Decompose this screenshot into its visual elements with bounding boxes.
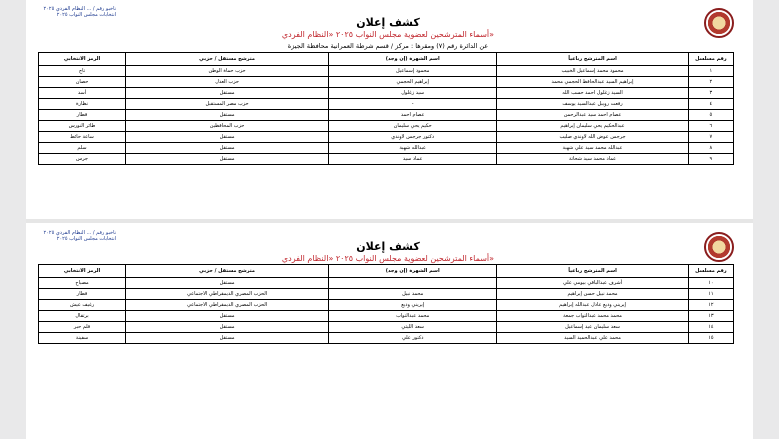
stamp-line: ناخبو رقم / ... النظام الفردي ٢٠٢٥ xyxy=(43,230,116,236)
announcement-page-1 xyxy=(30,2,746,216)
table-cell: مستقل xyxy=(126,322,329,333)
table-cell: حكيم يحي سليمان xyxy=(329,121,497,132)
page-title: كشف إعلان xyxy=(356,240,420,253)
stamp-line: ناخبو رقم / ... النظام الفردي ٢٠٢٥ xyxy=(43,6,116,12)
table-cell: حزب المحافظين xyxy=(126,121,329,132)
table-cell: جرس xyxy=(39,154,126,165)
table-header-row xyxy=(39,265,734,278)
table-cell: مستقل xyxy=(126,88,329,99)
table-row xyxy=(39,289,734,300)
table-cell: أسد xyxy=(39,88,126,99)
table-row xyxy=(39,322,734,333)
table-cell: ١١ xyxy=(688,289,733,300)
table-row xyxy=(39,132,734,143)
table-cell: السيد زغلول احمد حسب الله xyxy=(497,88,688,99)
table-row xyxy=(39,278,734,289)
table-cell: ٧ xyxy=(688,132,733,143)
table-cell: حصان xyxy=(39,77,126,88)
table-cell: إيريني وديع عادل عبدالله إبراهيم xyxy=(497,300,688,311)
table-cell: محمود إسماعيل xyxy=(329,66,497,77)
table-cell: سيد زغلول xyxy=(329,88,497,99)
district-line: عن الدائرة رقم (٧) ومقرها : مركز / قسم شرطة العمرانية محافظة الجيزة xyxy=(287,42,489,50)
table-row xyxy=(39,110,734,121)
table-cell: مستقل xyxy=(126,278,329,289)
table-cell: سلم xyxy=(39,143,126,154)
table-cell: إبراهيم الحجمي xyxy=(329,77,497,88)
candidates-table xyxy=(38,264,734,344)
column-header: الرمز الانتخابي xyxy=(39,265,126,278)
table-cell: قطار xyxy=(39,110,126,121)
table-cell: ساعة حائط xyxy=(39,132,126,143)
column-header: اسم المترشح رباعياً xyxy=(497,53,688,66)
table-cell: مستقل xyxy=(126,333,329,344)
table-row xyxy=(39,311,734,322)
table-cell: مستقل xyxy=(126,311,329,322)
table-cell: رفعت رويبل عبدالسيد يوسف xyxy=(497,99,688,110)
table-cell xyxy=(329,278,497,289)
table-cell: إيريني وديع xyxy=(329,300,497,311)
table-cell: عصام احمد xyxy=(329,110,497,121)
table-row xyxy=(39,143,734,154)
table-row xyxy=(39,66,734,77)
column-header: مترشح مستقل / حزبي xyxy=(126,265,329,278)
table-cell: عماد سيد xyxy=(329,154,497,165)
table-cell: ٣ xyxy=(688,88,733,99)
table-cell: حزب العدل xyxy=(126,77,329,88)
page-title: كشف إعلان xyxy=(356,16,420,29)
table-cell: ٩ xyxy=(688,154,733,165)
column-header: مترشح مستقل / حزبي xyxy=(126,53,329,66)
table-cell: برتقال xyxy=(39,311,126,322)
table-cell: سفينة xyxy=(39,333,126,344)
table-cell: ٢ xyxy=(688,77,733,88)
table-cell: ٦ xyxy=(688,121,733,132)
table-cell: ١٤ xyxy=(688,322,733,333)
page-divider xyxy=(26,219,753,223)
table-cell: الحزب المصري الديمقراطي الاجتماعي xyxy=(126,300,329,311)
table-cell: ١٠ xyxy=(688,278,733,289)
right-margin xyxy=(753,0,779,439)
table-cell: تاج xyxy=(39,66,126,77)
page-subtitle: أسماء المترشحين لعضوية مجلس النواب ٢٠٢٥ «النظام الفردي» xyxy=(281,30,495,39)
table-cell: مستقل xyxy=(126,110,329,121)
stamp-line: انتخابات مجلس النواب ٢٠٢٥ xyxy=(56,236,116,242)
table-cell: الحزب المصري الديمقراطي الاجتماعي xyxy=(126,289,329,300)
table-cell: ١ xyxy=(688,66,733,77)
table-cell: طائر النورس xyxy=(39,121,126,132)
table-cell: سعد سليمان عيد إسماعيل xyxy=(497,322,688,333)
table-cell: دكتور جرجس لاوندي xyxy=(329,132,497,143)
column-header: اسم الشهرة (إن وجد) xyxy=(329,53,497,66)
column-header: اسم المترشح رباعياً xyxy=(497,265,688,278)
table-cell: جرجس عوض الله لاوندي صليب xyxy=(497,132,688,143)
table-cell: سعد الليثي xyxy=(329,322,497,333)
column-header: اسم الشهرة (إن وجد) xyxy=(329,265,497,278)
table-cell: قلم حبر xyxy=(39,322,126,333)
column-header: رقم مسلسل xyxy=(688,265,733,278)
table-cell: مصباح xyxy=(39,278,126,289)
table-cell: عماد محمد سيد شحاتة xyxy=(497,154,688,165)
table-header-row xyxy=(39,53,734,66)
table-cell: محمد نبيل حسن إبراهيم xyxy=(497,289,688,300)
table-cell: محمد محمد عبدالتواب جمعة xyxy=(497,311,688,322)
table-row xyxy=(39,154,734,165)
table-cell: عبدالحكيم يحي سليمان إبراهيم xyxy=(497,121,688,132)
table-cell: عصام احمد سيد عبدالرحمن xyxy=(497,110,688,121)
table-cell: نظارة xyxy=(39,99,126,110)
page-subtitle: أسماء المترشحين لعضوية مجلس النواب ٢٠٢٥ «النظام الفردي» xyxy=(281,254,495,263)
table-cell: محمد عبدالتواب xyxy=(329,311,497,322)
announcement-page-2 xyxy=(30,226,746,437)
table-row xyxy=(39,333,734,344)
stamp-line: انتخابات مجلس النواب ٢٠٢٥ xyxy=(56,12,116,18)
table-cell: مستقل xyxy=(126,154,329,165)
table-cell: حزب مصر المستقبل xyxy=(126,99,329,110)
table-cell: ٤ xyxy=(688,99,733,110)
table-cell: رغيف عيش xyxy=(39,300,126,311)
table-row xyxy=(39,121,734,132)
table-cell: ٥ xyxy=(688,110,733,121)
table-cell: إبراهيم السيد عبدالحافظ الحجمي محمد xyxy=(497,77,688,88)
table-row xyxy=(39,300,734,311)
table-cell: - xyxy=(329,99,497,110)
table-cell: محمد علي عبدالحميد السيد xyxy=(497,333,688,344)
table-cell: دكتور علي xyxy=(329,333,497,344)
column-header: رقم مسلسل xyxy=(688,53,733,66)
table-cell: عبدالله شهبة xyxy=(329,143,497,154)
table-cell: قطار xyxy=(39,289,126,300)
table-cell: مستقل xyxy=(126,143,329,154)
table-cell: محمد نبيل xyxy=(329,289,497,300)
table-row xyxy=(39,99,734,110)
table-cell: ٨ xyxy=(688,143,733,154)
table-cell: ١٢ xyxy=(688,300,733,311)
table-cell: حزب حماة الوطن xyxy=(126,66,329,77)
table-cell: محمود محمد إسماعيل الخبيب xyxy=(497,66,688,77)
table-cell: مستقل xyxy=(126,132,329,143)
table-cell: ١٥ xyxy=(688,333,733,344)
candidates-table xyxy=(38,52,734,165)
table-row xyxy=(39,88,734,99)
table-cell: أشرف عبدالباقي بيومي علي xyxy=(497,278,688,289)
table-cell: عبدالله محمد سيد علي شهبة xyxy=(497,143,688,154)
left-margin xyxy=(0,0,26,439)
column-header: الرمز الانتخابي xyxy=(39,53,126,66)
table-row xyxy=(39,77,734,88)
table-cell: ١٣ xyxy=(688,311,733,322)
